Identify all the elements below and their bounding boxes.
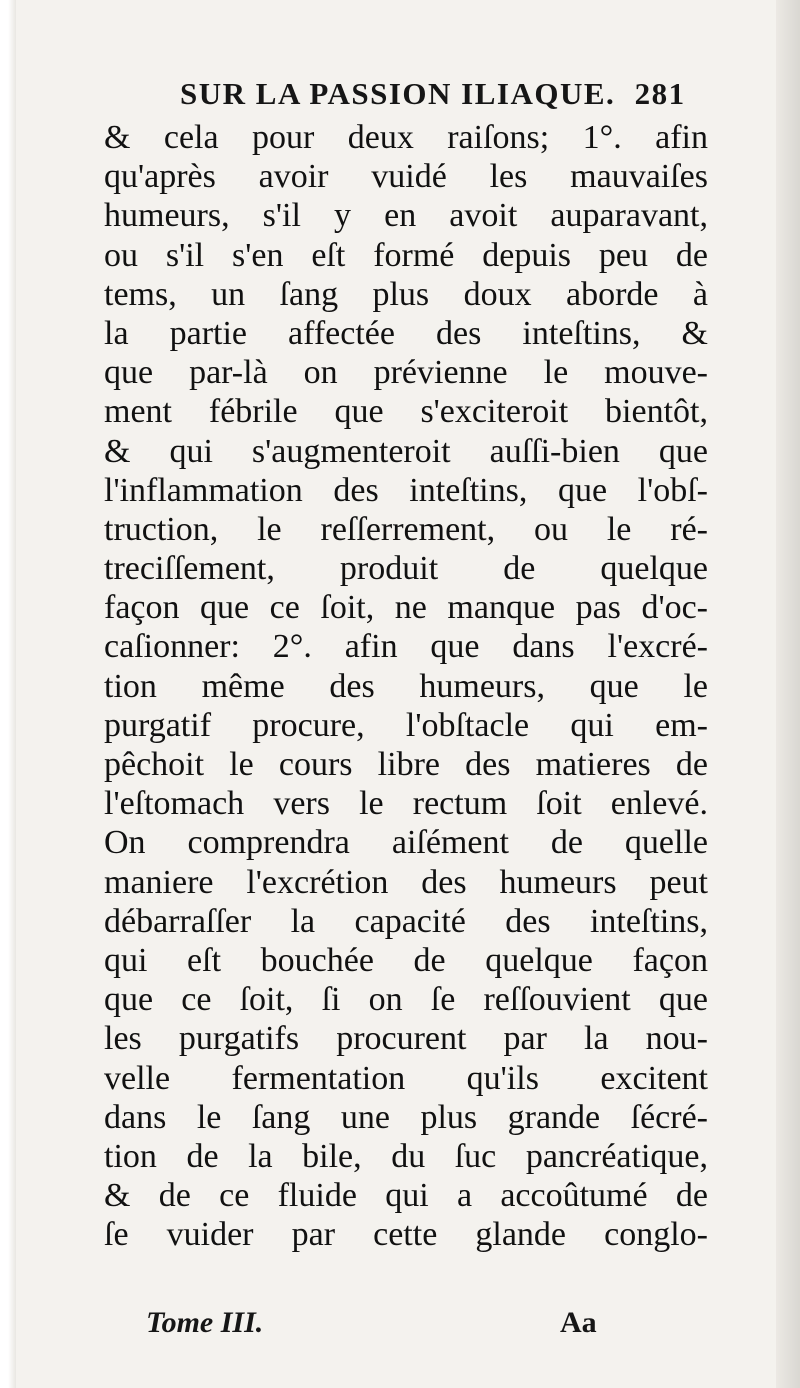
text-line: ment fébrile que s'exciteroit bientôt, bbox=[104, 393, 708, 431]
text-line: qui eſt bouchée de quelque façon bbox=[104, 941, 708, 979]
text-line: & cela pour deux raiſons; 1°. afin bbox=[104, 119, 708, 156]
text-line: treciſſement, produit de quelque bbox=[104, 550, 708, 588]
text-line: la partie affectée des inteſtins, & bbox=[104, 314, 708, 352]
text-line: purgatif procure, l'obſtacle qui em- bbox=[104, 706, 708, 744]
text-line: maniere l'excrétion des humeurs peut bbox=[104, 863, 708, 901]
text-line: dans le ſang une plus grande ſécré- bbox=[104, 1098, 708, 1136]
volume-label: Tome III. bbox=[146, 1306, 264, 1339]
text-line: que ce ſoit, ſi on ſe reſſouvient que bbox=[104, 981, 708, 1019]
text-line: l'inflammation des inteſtins, que l'obſ- bbox=[104, 471, 708, 509]
text-line: débarraſſer la capacité des inteſtins, bbox=[104, 902, 708, 940]
running-header bbox=[180, 76, 700, 112]
page-footer bbox=[146, 1306, 626, 1346]
text-line: truction, le reſſerrement, ou le ré- bbox=[104, 510, 708, 548]
text-line: ou s'il s'en eſt formé depuis peu de bbox=[104, 236, 708, 274]
text-line: & qui s'augmenteroit auſſi-bien que bbox=[104, 432, 708, 470]
page-number: 281 bbox=[634, 76, 686, 111]
text-line: tion même des humeurs, que le bbox=[104, 667, 708, 705]
text-line: ſe vuider par cette glande conglo- bbox=[104, 1216, 708, 1254]
text-line: qu'après avoir vuidé les mauvaiſes bbox=[104, 158, 708, 196]
text-line: que par-là on prévienne le mouve- bbox=[104, 354, 708, 392]
text-line: façon que ce ſoit, ne manque pas d'oc- bbox=[104, 589, 708, 627]
text-line: tion de la bile, du ſuc pancréatique, bbox=[104, 1137, 708, 1175]
text-line: pêchoit le cours libre des matieres de bbox=[104, 746, 708, 783]
text-line: humeurs, s'il y en avoit auparavant, bbox=[104, 197, 708, 235]
text-line: caſionner: 2°. afin que dans l'excré- bbox=[104, 628, 708, 666]
running-title: SUR LA PASSION ILIAQUE. bbox=[180, 76, 616, 111]
text-line: tems, un ſang plus doux aborde à bbox=[104, 275, 708, 313]
text-line: velle fermentation qu'ils excitent bbox=[104, 1059, 708, 1097]
text-line: les purgatifs procurent par la nou- bbox=[104, 1020, 708, 1058]
signature-mark: Aa bbox=[560, 1306, 597, 1339]
text-line: On comprendra aiſément de quelle bbox=[104, 824, 708, 862]
text-line: l'eſtomach vers le rectum ſoit enlevé. bbox=[104, 785, 708, 823]
text-line: & de ce fluide qui a accoûtumé de bbox=[104, 1177, 708, 1215]
body-text bbox=[104, 118, 708, 1254]
